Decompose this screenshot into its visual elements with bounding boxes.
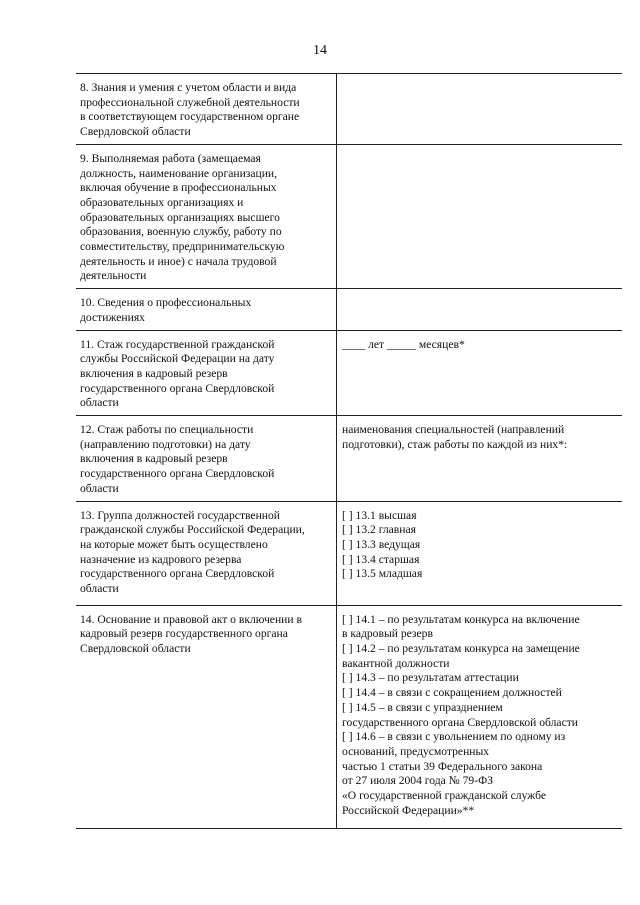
label-line: кадровый резерв государственного органа [80, 627, 288, 641]
checkbox-option-14-2[interactable]: [ ] 14.2 – по результатам конкурса на замещение [342, 641, 580, 655]
label-line: Свердловской области [80, 125, 191, 139]
label-line: 14. Основание и правовой акт о включении в [80, 612, 302, 626]
row-value-field [337, 501, 623, 605]
checkbox-option-14-4[interactable]: [ ] 14.4 – в связи с сокращением должностей [342, 686, 562, 700]
label-line: включения в кадровый резерв [80, 366, 228, 380]
row-label [76, 330, 337, 416]
row-label [76, 605, 337, 828]
label-line: совместительству, предпринимательскую [80, 240, 285, 254]
label-line: должность, наименование организации, [80, 166, 278, 180]
row-label [76, 289, 337, 330]
value-line: частью 1 статьи 39 Федерального закона [342, 759, 543, 773]
row-value-field[interactable] [337, 416, 623, 502]
label-line: деятельность и иное) с начала трудовой [80, 254, 277, 268]
value-line: «О государственной гражданской службе [342, 789, 546, 803]
checkbox-option-13-4[interactable]: [ ] 13.4 старшая [342, 552, 420, 566]
label-line: 13. Группа должностей государственной [80, 508, 280, 522]
row-reserve-basis [76, 605, 622, 828]
label-line: государственного органа Свердловской [80, 467, 275, 481]
checkbox-option-14-5[interactable]: [ ] 14.5 – в связи с упразднением [342, 700, 503, 714]
checkbox-option-13-1[interactable]: [ ] 13.1 высшая [342, 508, 417, 522]
value-line: подготовки), стаж работы по каждой из них*: [342, 437, 568, 451]
form-table [76, 73, 622, 829]
value-line: оснований, предусмотренных [342, 744, 490, 758]
checkbox-option-13-3[interactable]: [ ] 13.3 ведущая [342, 537, 421, 551]
label-line: назначение из кадрового резерва [80, 552, 242, 566]
row-label [76, 501, 337, 605]
checkbox-option-13-2[interactable]: [ ] 13.2 главная [342, 523, 416, 537]
label-line: образовательных организациях высшего [80, 210, 280, 224]
value-line: вакантной должности [342, 656, 450, 670]
label-line: Свердловской области [80, 641, 191, 655]
checkbox-option-13-5[interactable]: [ ] 13.5 младшая [342, 567, 423, 581]
label-line: области [80, 396, 119, 410]
label-line: достижениях [80, 310, 145, 324]
label-line: включая обучение в профессиональных [80, 181, 277, 195]
label-line: 8. Знания и умения с учетом области и вида [80, 81, 297, 94]
label-line: области [80, 481, 119, 495]
value-line: от 27 июля 2004 года № 79-ФЗ [342, 774, 494, 788]
label-line: (направлению подготовки) на дату [80, 437, 251, 451]
row-knowledge-skills [76, 74, 622, 145]
row-label [76, 144, 337, 288]
label-line: области [80, 582, 119, 596]
value-line: в кадровый резерв [342, 627, 433, 641]
row-position-group [76, 501, 622, 605]
label-line: 9. Выполняемая работа (замещаемая [80, 151, 261, 165]
label-line: в соответствующем государственном органе [80, 110, 300, 124]
label-line: государственного органа Свердловской [80, 567, 275, 581]
label-line: 11. Стаж государственной гражданской [80, 337, 275, 351]
checkbox-option-14-1[interactable]: [ ] 14.1 – по результатам конкурса на включение [342, 612, 580, 626]
row-specialty-tenure [76, 416, 622, 502]
row-value-field [337, 605, 623, 828]
label-line: 12. Стаж работы по специальности [80, 423, 254, 437]
row-professional-achievements [76, 289, 622, 330]
label-line: включения в кадровый резерв [80, 452, 228, 466]
row-value-field[interactable] [337, 144, 623, 288]
label-line: государственного органа Свердловской [80, 381, 275, 395]
label-line: образования, военную службу, работу по [80, 225, 282, 239]
row-value-field[interactable] [337, 289, 623, 330]
label-line: деятельности [80, 269, 147, 283]
value-line: Российской Федерации»** [342, 803, 475, 817]
label-line: 10. Сведения о профессиональных [80, 296, 252, 310]
page-number: 14 [313, 43, 327, 58]
label-line: гражданской службы Российской Федерации, [80, 523, 305, 537]
row-work-experience [76, 144, 622, 288]
tenure-years-months-field[interactable]: ____ лет _____ месяцев* [342, 337, 465, 351]
row-civil-service-tenure [76, 330, 622, 416]
checkbox-option-14-6[interactable]: [ ] 14.6 – в связи с увольнением по одному из [342, 730, 566, 744]
row-label [76, 74, 337, 145]
label-line: профессиональной служебной деятельности [80, 95, 300, 109]
value-line: наименования специальностей (направлений [342, 423, 565, 437]
label-line: образовательных организациях и [80, 195, 244, 209]
row-value-field[interactable] [337, 330, 623, 416]
label-line: службы Российской Федерации на дату [80, 352, 275, 366]
value-line: государственного органа Свердловской области [342, 715, 578, 729]
label-line: на которые может быть осуществлено [80, 537, 268, 551]
row-label [76, 416, 337, 502]
checkbox-option-14-3[interactable]: [ ] 14.3 – по результатам аттестации [342, 671, 519, 685]
row-value-field[interactable] [337, 74, 623, 145]
